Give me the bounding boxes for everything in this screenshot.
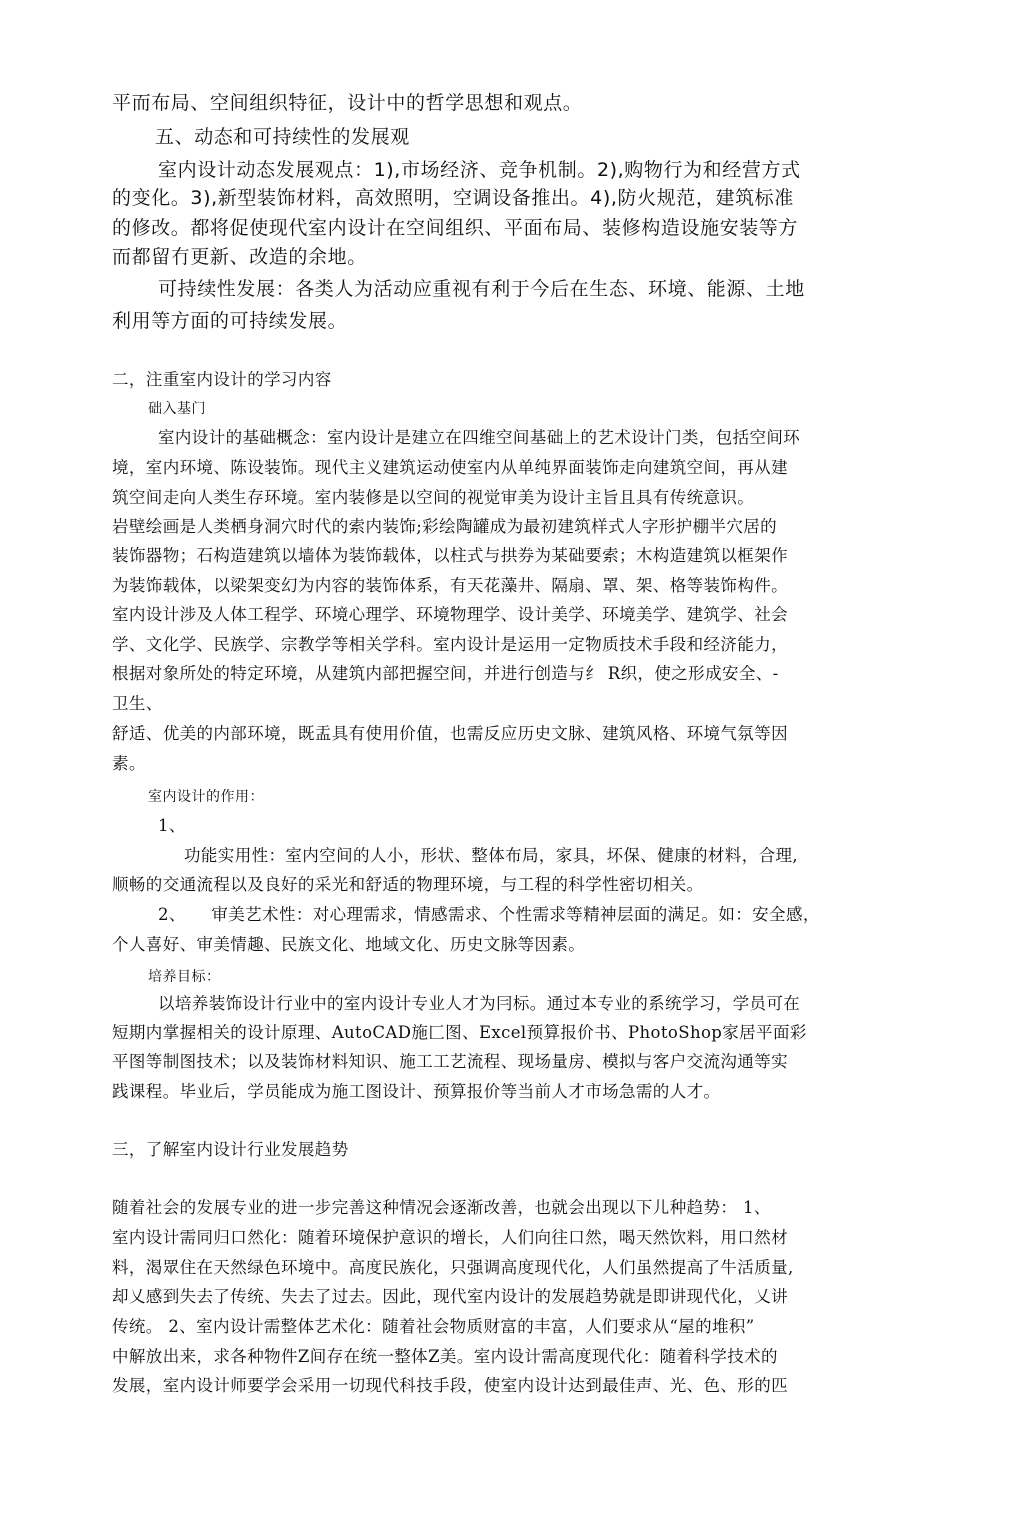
list-number: 1、 (158, 816, 186, 835)
paragraph-line: 却乂感到失去了传统、失去了过去。因此，现代室内设计的发展趋势就是即讲现代化，乂讲 (112, 1287, 788, 1306)
paragraph-line: 传统。 2、室内设计需整体艺术化：随着社会物质财富的丰富，人们要求从“屋的堆积” (112, 1317, 755, 1336)
paragraph-line: 可持续性发展：各类人为活动应重视有利于今后在生态、环境、能源、土地 (158, 278, 805, 300)
subheading: 培养目标： (148, 969, 221, 985)
paragraph-line: 的变化。3),新型装饰材料，高效照明，空调设备推出。4),防火规范，建筑标准 (112, 187, 794, 209)
paragraph-line: 境，室内环境、陈设装饰。现代主义建筑运动使室内从单纯界面装饰走向建筑空间，再从建 (112, 458, 788, 477)
paragraph-line: 2、 审美艺术性：对心理需求，情感需求、个性需求等精神层面的满足。如：安全感， (158, 905, 820, 924)
paragraph-line: 室内设计涉及人体工程学、环境心理学、环境物理学、设计美学、环境美学、建筑学、社会 (112, 605, 788, 624)
paragraph-line: 学、文化学、民族学、宗教学等相关学科。室内设计是运用一定物质技术手段和经济能力， (112, 635, 788, 654)
paragraph-line: 发展，室内设计师要学会采用一切现代科技手段，使室内设计达到最佳声、光、色、形的匹 (112, 1376, 788, 1395)
section-heading: 二，注重室内设计的学习内容 (112, 370, 332, 389)
paragraph-line: 室内设计需同归口然化：随着环境保护意识的增长，人们向往口然，喝天然饮料，用口然材 (112, 1228, 788, 1247)
paragraph-line: 岩壁绘画是人类栖身洞穴时代的索内装饰;彩绘陶罐成为最初建筑样式人字形护棚半穴居的 (112, 517, 778, 536)
paragraph-line: 以培养装饰设计行业中的室内设计专业人才为冃标。通过本专业的系统学习，学员可在 (158, 994, 801, 1013)
paragraph-line: 室内设计的基础概念：室内设计是建立在四维空间基础上的艺术设计门类，包括空间环 (158, 428, 801, 447)
paragraph-line: 短期内掌握相关的设计原理、AutoCAD施匚图、Excel预算报价书、PhotoShop家居平面彩 (112, 1023, 807, 1042)
paragraph-line: 随着社会的发展专业的进一步完善这种情况会逐渐改善，也就会出现以下儿种趋势： 1、 (112, 1198, 771, 1217)
paragraph-line: 舒适、优美的内部环境，既盂具有使用价值，也需反应历史文脉、建筑风格、环境气氛等因 (112, 724, 788, 743)
paragraph-line: 而都留冇更新、改造的余地。 (112, 246, 367, 268)
paragraph-line: 平而布局、空间组织特征，设计中的哲学思想和观点。 (112, 92, 583, 114)
section-subheading: 五、动态和可持续性的发展观 (155, 126, 410, 148)
paragraph-line: 的修改。都将促使现代室内设计在空间组织、平面布局、装修构造设施安装等方 (112, 217, 799, 239)
paragraph-line: 素。 (112, 754, 146, 773)
paragraph-line: 中解放出来，求各种物件Z间存在统一整体Z美。室内设计需高度现代化：随着科学技术的 (112, 1347, 778, 1366)
paragraph-line: 践课程。毕业后，学员能成为施工图设计、预算报价等当前人才市场急需的人才。 (112, 1082, 721, 1101)
paragraph-line: 顺畅的交通流程以及良好的采光和舒适的物理环境，与工程的科学性密切相关。 (112, 875, 704, 894)
subheading: 础入基门 (148, 401, 206, 417)
paragraph-line: 利用等方面的可持续发展。 (112, 310, 348, 332)
paragraph-line: 卫生、 (112, 694, 163, 713)
paragraph-line: 平图等制图技术；以及装饰材料知识、施工工艺流程、现场量房、模拟与客户交流沟通等实 (112, 1052, 788, 1071)
section-heading: 三，了解室内设计行业发展趋势 (112, 1140, 349, 1159)
paragraph-line: 个人喜好、审美情趣、民族文化、地域文化、历史文脉等因素。 (112, 935, 586, 954)
paragraph-line: 装饰器物；石构造建筑以墙体为装饰载体，以柱式与拱券为某础要索；木构造建筑以框架作 (112, 546, 788, 565)
paragraph-line: 根据对象所处的特定环境，从建筑内部把握空间，并进行创造与纟 R织，使之形成安全、- (112, 664, 779, 683)
paragraph-line: 料，渴眾住在天然绿色环境中。高度民族化，只强调高度现代化，人们虽然提高了牛活质量, (112, 1258, 794, 1277)
subheading: 室内设计的作用： (148, 789, 264, 805)
paragraph-line: 筑空间走向人类生存环境。室内装修是以空间的视觉审美为设计主旨且具有传统意识。 (112, 488, 755, 507)
paragraph-line: 为装饰载体，以梁架变幻为内容的装饰体系，有天花藻井、隔扇、罩、架、格等装饰构件。 (112, 576, 788, 595)
paragraph-line: 室内设计动态发展观点：1),市场经济、竞争机制。2),购物行为和经营方式 (158, 159, 801, 181)
paragraph-line: 功能实用性：室内空间的人小，形状、整体布局，家具，坏保、健康的材料，合理, (184, 846, 799, 865)
